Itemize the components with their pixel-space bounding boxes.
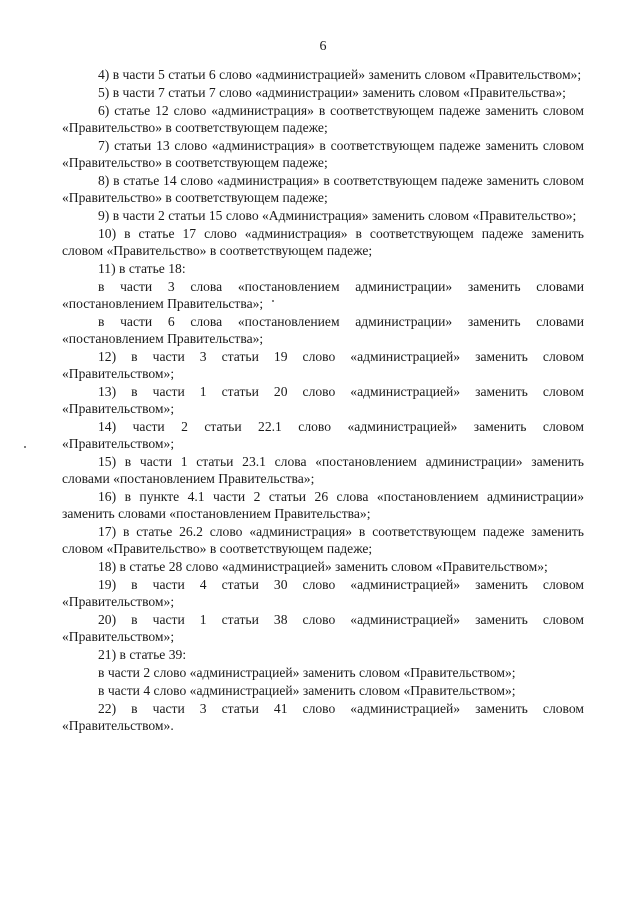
- paragraph-item-6: 6) статье 12 слово «администрация» в соответствующем падеже заменить словом «Правительство» в соответствующем падеже;: [62, 103, 584, 135]
- paragraph-item-11-part-6: в части 6 слова «постановлением администрации» заменить словами «постановлением Правительства»;: [62, 314, 584, 346]
- paragraph-item-21: 21) в статье 39:: [98, 647, 187, 662]
- paragraph-item-14: 14) части 2 статьи 22.1 слово «администрацией» заменить словом «Правительством»;: [62, 419, 584, 451]
- paragraph-item-21-part-2: в части 2 слово «администрацией» заменить словом «Правительством»;: [98, 665, 516, 680]
- paragraph-item-21-part-4: в части 4 слово «администрацией» заменить словом «Правительством»;: [98, 683, 516, 698]
- paragraph-item-16: 16) в пункте 4.1 части 2 статьи 26 слова «постановлением администрации» заменить словами «постановлением Правительства»;: [62, 489, 584, 521]
- page-number: 6: [319, 39, 327, 54]
- paragraph-item-4: 4) в части 5 статьи 6 слово «администрацией» заменить словом «Правительством»;: [98, 67, 582, 82]
- paragraph-item-10: 10) в статье 17 слово «администрация» в соответствующем падеже заменить словом «Правительство» в соответствующем падеже;: [62, 226, 584, 258]
- paragraph-item-9: 9) в части 2 статьи 15 слово «Администрация» заменить словом «Правительство»;: [98, 208, 577, 223]
- paragraph-item-17: 17) в статье 26.2 слово «администрация» в соответствующем падеже заменить словом «Правительство» в соответствующем падеже;: [62, 524, 584, 556]
- document-page: [62, 38, 584, 735]
- paragraph-item-13: 13) в части 1 статьи 20 слово «администрацией» заменить словом «Правительством»;: [62, 384, 584, 416]
- paragraph-item-18: 18) в статье 28 слово «администрацией» заменить словом «Правительством»;: [98, 559, 548, 574]
- paragraph-item-11-part-3: в части 3 слова «постановлением администрации» заменить словами «постановлением Правительства»;: [62, 279, 584, 311]
- paragraph-item-19: 19) в части 4 статьи 30 слово «администрацией» заменить словом «Правительством»;: [62, 577, 584, 609]
- paragraph-item-7: 7) статьи 13 слово «администрация» в соответствующем падеже заменить словом «Правительство» в соответствующем падеже;: [62, 138, 584, 170]
- paragraph-item-15: 15) в части 1 статьи 23.1 слова «постановлением администрации» заменить словами «постановлением Правительства»;: [62, 454, 584, 486]
- paragraph-item-22: 22) в части 3 статьи 41 слово «администрацией» заменить словом «Правительством».: [62, 701, 584, 733]
- scan-speck: [24, 446, 26, 448]
- paragraph-item-20: 20) в части 1 статьи 38 слово «администрацией» заменить словом «Правительством»;: [62, 612, 584, 644]
- paragraph-item-11: 11) в статье 18:: [98, 261, 186, 276]
- paragraph-item-12: 12) в части 3 статьи 19 слово «администрацией» заменить словом «Правительством»;: [62, 349, 584, 381]
- paragraph-item-8: 8) в статье 14 слово «администрация» в соответствующем падеже заменить словом «Правительство» в соответствующем падеже;: [62, 173, 584, 205]
- paragraph-item-5: 5) в части 7 статьи 7 слово «администрации» заменить словом «Правительства»;: [98, 85, 566, 100]
